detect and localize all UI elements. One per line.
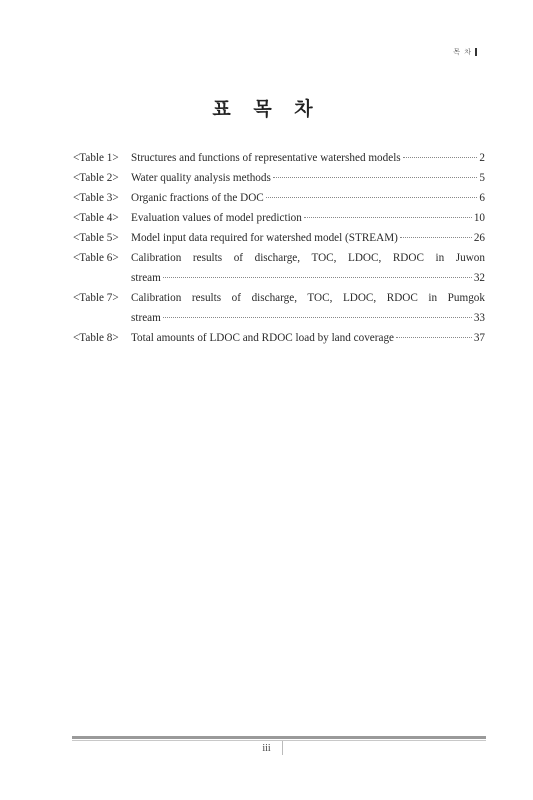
toc-entry[interactable]: [73, 228, 485, 248]
dot-leader: [396, 336, 472, 338]
toc-entry-page: 10: [473, 212, 485, 224]
toc-entry-page: 6: [479, 192, 485, 204]
toc-entry[interactable]: [73, 148, 485, 168]
toc-entry-title: Model input data required for watershed model (STREAM): [131, 232, 398, 244]
footer-rule: [72, 736, 486, 739]
toc-entry[interactable]: [73, 168, 485, 188]
toc-entry-title: Total amounts of LDOC and RDOC load by land coverage: [131, 332, 394, 344]
dot-leader: [163, 276, 472, 278]
toc-entry-page: 37: [473, 332, 485, 344]
toc-entry-title: Calibration results of discharge, TOC, LDOC, RDOC in Pumgok: [131, 292, 485, 304]
toc-entry-number: <Table 8>: [73, 332, 119, 344]
toc-entry[interactable]: [73, 208, 485, 228]
toc-entry-number: <Table 7>: [73, 292, 119, 304]
toc-entry-title: Water quality analysis methods: [131, 172, 271, 184]
toc-entry-number: <Table 3>: [73, 192, 119, 204]
table-of-contents: [73, 148, 485, 348]
toc-entry[interactable]: [73, 248, 485, 288]
toc-entry-page: 33: [473, 312, 485, 324]
toc-entry-page: 2: [479, 152, 485, 164]
dot-leader: [273, 176, 478, 178]
toc-entry-number: <Table 1>: [73, 152, 119, 164]
toc-entry-title: Calibration results of discharge, TOC, LDOC, RDOC in Juwon: [131, 252, 485, 264]
toc-entry-page: 32: [473, 272, 485, 284]
toc-entry-number: <Table 6>: [73, 252, 119, 264]
header-bar: [475, 48, 477, 56]
toc-entry-title: Evaluation values of model prediction: [131, 212, 302, 224]
toc-entry[interactable]: [73, 188, 485, 208]
page-title: 표 목 차: [212, 98, 321, 120]
toc-entry-title: stream: [131, 272, 161, 284]
dot-leader: [304, 216, 472, 218]
toc-entry-number: <Table 4>: [73, 212, 119, 224]
dot-leader: [400, 236, 472, 238]
toc-entry-title: Structures and functions of representative watershed models: [131, 152, 401, 164]
toc-entry[interactable]: [73, 328, 485, 348]
toc-entry-title: Organic fractions of the DOC: [131, 192, 264, 204]
dot-leader: [403, 156, 478, 158]
toc-entry-number: <Table 5>: [73, 232, 119, 244]
running-header-text: 목 차: [453, 48, 472, 56]
footer-rule-thin: [72, 740, 486, 741]
dot-leader: [266, 196, 478, 198]
page-number: iii: [262, 743, 271, 754]
toc-entry[interactable]: [73, 288, 485, 328]
dot-leader: [163, 316, 472, 318]
toc-entry-number: <Table 2>: [73, 172, 119, 184]
running-header: [453, 47, 477, 57]
toc-entry-page: 5: [479, 172, 485, 184]
toc-entry-page: 26: [473, 232, 485, 244]
toc-entry-title: stream: [131, 312, 161, 324]
